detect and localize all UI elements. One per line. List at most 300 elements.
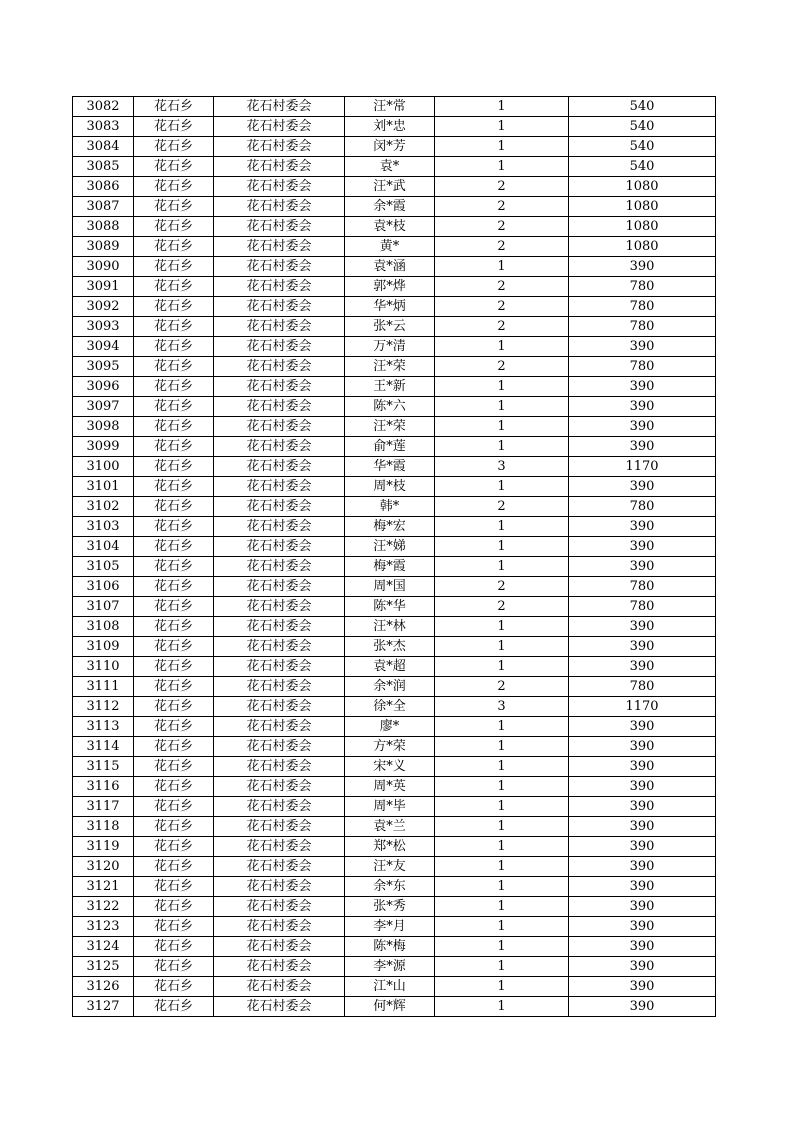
amount-cell: 390 (569, 857, 716, 877)
count-cell: 2 (435, 357, 569, 377)
count-cell: 1 (435, 817, 569, 837)
amount-cell: 780 (569, 677, 716, 697)
amount-cell: 1170 (569, 697, 716, 717)
amount-cell: 780 (569, 277, 716, 297)
township-cell: 花石乡 (134, 157, 214, 177)
amount-cell: 540 (569, 137, 716, 157)
count-cell: 1 (435, 777, 569, 797)
amount-cell: 780 (569, 297, 716, 317)
row-number-cell: 3084 (73, 137, 134, 157)
name-cell: 周*毕 (345, 797, 435, 817)
name-cell: 梅*霞 (345, 557, 435, 577)
row-number-cell: 3088 (73, 217, 134, 237)
township-cell: 花石乡 (134, 597, 214, 617)
row-number-cell: 3120 (73, 857, 134, 877)
amount-cell: 390 (569, 937, 716, 957)
table-row (73, 117, 716, 137)
name-cell: 郑*松 (345, 837, 435, 857)
village-cell: 花石村委会 (214, 377, 345, 397)
township-cell: 花石乡 (134, 837, 214, 857)
row-number-cell: 3103 (73, 517, 134, 537)
row-number-cell: 3117 (73, 797, 134, 817)
township-cell: 花石乡 (134, 537, 214, 557)
village-cell: 花石村委会 (214, 337, 345, 357)
count-cell: 2 (435, 237, 569, 257)
amount-cell: 390 (569, 537, 716, 557)
table-row (73, 537, 716, 557)
name-cell: 张*云 (345, 317, 435, 337)
name-cell: 汪*常 (345, 97, 435, 117)
table-row (73, 457, 716, 477)
row-number-cell: 3110 (73, 657, 134, 677)
name-cell: 廖* (345, 717, 435, 737)
name-cell: 韩* (345, 497, 435, 517)
amount-cell: 1170 (569, 457, 716, 477)
name-cell: 袁*超 (345, 657, 435, 677)
name-cell: 周*英 (345, 777, 435, 797)
count-cell: 1 (435, 957, 569, 977)
village-cell: 花石村委会 (214, 957, 345, 977)
name-cell: 袁*兰 (345, 817, 435, 837)
table-body (73, 97, 716, 1017)
table-row (73, 717, 716, 737)
row-number-cell: 3111 (73, 677, 134, 697)
village-cell: 花石村委会 (214, 737, 345, 757)
amount-cell: 390 (569, 897, 716, 917)
name-cell: 陈*华 (345, 597, 435, 617)
count-cell: 1 (435, 257, 569, 277)
village-cell: 花石村委会 (214, 257, 345, 277)
amount-cell: 390 (569, 617, 716, 637)
amount-cell: 390 (569, 417, 716, 437)
count-cell: 3 (435, 697, 569, 717)
village-cell: 花石村委会 (214, 877, 345, 897)
village-cell: 花石村委会 (214, 277, 345, 297)
name-cell: 李*源 (345, 957, 435, 977)
township-cell: 花石乡 (134, 317, 214, 337)
township-cell: 花石乡 (134, 137, 214, 157)
table-row (73, 677, 716, 697)
name-cell: 汪*荣 (345, 357, 435, 377)
village-cell: 花石村委会 (214, 617, 345, 637)
name-cell: 俞*莲 (345, 437, 435, 457)
name-cell: 余*东 (345, 877, 435, 897)
row-number-cell: 3096 (73, 377, 134, 397)
village-cell: 花石村委会 (214, 537, 345, 557)
name-cell: 汪*林 (345, 617, 435, 637)
township-cell: 花石乡 (134, 517, 214, 537)
village-cell: 花石村委会 (214, 597, 345, 617)
count-cell: 1 (435, 797, 569, 817)
name-cell: 万*清 (345, 337, 435, 357)
table-row (73, 97, 716, 117)
name-cell: 陈*梅 (345, 937, 435, 957)
count-cell: 2 (435, 297, 569, 317)
amount-cell: 780 (569, 497, 716, 517)
name-cell: 华*炳 (345, 297, 435, 317)
count-cell: 1 (435, 417, 569, 437)
count-cell: 1 (435, 917, 569, 937)
table-row (73, 797, 716, 817)
name-cell: 刘*忠 (345, 117, 435, 137)
table-row (73, 417, 716, 437)
count-cell: 1 (435, 377, 569, 397)
row-number-cell: 3106 (73, 577, 134, 597)
township-cell: 花石乡 (134, 937, 214, 957)
township-cell: 花石乡 (134, 337, 214, 357)
count-cell: 2 (435, 497, 569, 517)
name-cell: 李*月 (345, 917, 435, 937)
table-row (73, 317, 716, 337)
village-cell: 花石村委会 (214, 317, 345, 337)
table-row (73, 657, 716, 677)
row-number-cell: 3083 (73, 117, 134, 137)
count-cell: 1 (435, 157, 569, 177)
row-number-cell: 3124 (73, 937, 134, 957)
count-cell: 1 (435, 437, 569, 457)
table-row (73, 437, 716, 457)
table-row (73, 937, 716, 957)
name-cell: 黄* (345, 237, 435, 257)
table-row (73, 297, 716, 317)
row-number-cell: 3123 (73, 917, 134, 937)
amount-cell: 390 (569, 877, 716, 897)
township-cell: 花石乡 (134, 917, 214, 937)
village-cell: 花石村委会 (214, 297, 345, 317)
amount-cell: 390 (569, 557, 716, 577)
village-cell: 花石村委会 (214, 97, 345, 117)
table-row (73, 397, 716, 417)
amount-cell: 390 (569, 637, 716, 657)
data-table (72, 96, 716, 1017)
table-row (73, 137, 716, 157)
count-cell: 1 (435, 857, 569, 877)
table-row (73, 477, 716, 497)
village-cell: 花石村委会 (214, 477, 345, 497)
name-cell: 张*秀 (345, 897, 435, 917)
count-cell: 1 (435, 977, 569, 997)
village-cell: 花石村委会 (214, 677, 345, 697)
table-row (73, 177, 716, 197)
name-cell: 徐*全 (345, 697, 435, 717)
amount-cell: 540 (569, 157, 716, 177)
count-cell: 2 (435, 277, 569, 297)
row-number-cell: 3101 (73, 477, 134, 497)
table-row (73, 857, 716, 877)
amount-cell: 390 (569, 377, 716, 397)
table-row (73, 977, 716, 997)
township-cell: 花石乡 (134, 97, 214, 117)
amount-cell: 1080 (569, 197, 716, 217)
village-cell: 花石村委会 (214, 977, 345, 997)
row-number-cell: 3108 (73, 617, 134, 637)
amount-cell: 390 (569, 997, 716, 1017)
township-cell: 花石乡 (134, 737, 214, 757)
township-cell: 花石乡 (134, 777, 214, 797)
township-cell: 花石乡 (134, 977, 214, 997)
table-row (73, 377, 716, 397)
amount-cell: 390 (569, 957, 716, 977)
village-cell: 花石村委会 (214, 357, 345, 377)
name-cell: 王*新 (345, 377, 435, 397)
table-row (73, 697, 716, 717)
count-cell: 1 (435, 337, 569, 357)
table-row (73, 817, 716, 837)
row-number-cell: 3092 (73, 297, 134, 317)
count-cell: 2 (435, 677, 569, 697)
row-number-cell: 3113 (73, 717, 134, 737)
row-number-cell: 3112 (73, 697, 134, 717)
table-row (73, 897, 716, 917)
table-row (73, 757, 716, 777)
table-row (73, 357, 716, 377)
table-row (73, 577, 716, 597)
table-row (73, 337, 716, 357)
amount-cell: 390 (569, 817, 716, 837)
count-cell: 1 (435, 517, 569, 537)
count-cell: 3 (435, 457, 569, 477)
township-cell: 花石乡 (134, 417, 214, 437)
village-cell: 花石村委会 (214, 497, 345, 517)
village-cell: 花石村委会 (214, 197, 345, 217)
township-cell: 花石乡 (134, 957, 214, 977)
name-cell: 宋*义 (345, 757, 435, 777)
name-cell: 周*枝 (345, 477, 435, 497)
count-cell: 2 (435, 197, 569, 217)
amount-cell: 390 (569, 397, 716, 417)
name-cell: 梅*宏 (345, 517, 435, 537)
count-cell: 1 (435, 717, 569, 737)
village-cell: 花石村委会 (214, 997, 345, 1017)
township-cell: 花石乡 (134, 277, 214, 297)
village-cell: 花石村委会 (214, 137, 345, 157)
name-cell: 汪*友 (345, 857, 435, 877)
village-cell: 花石村委会 (214, 237, 345, 257)
village-cell: 花石村委会 (214, 557, 345, 577)
amount-cell: 390 (569, 797, 716, 817)
name-cell: 袁*枝 (345, 217, 435, 237)
count-cell: 2 (435, 597, 569, 617)
name-cell: 郭*烨 (345, 277, 435, 297)
row-number-cell: 3109 (73, 637, 134, 657)
row-number-cell: 3093 (73, 317, 134, 337)
township-cell: 花石乡 (134, 817, 214, 837)
name-cell: 张*杰 (345, 637, 435, 657)
row-number-cell: 3125 (73, 957, 134, 977)
township-cell: 花石乡 (134, 357, 214, 377)
township-cell: 花石乡 (134, 477, 214, 497)
township-cell: 花石乡 (134, 457, 214, 477)
count-cell: 1 (435, 837, 569, 857)
township-cell: 花石乡 (134, 437, 214, 457)
count-cell: 1 (435, 557, 569, 577)
row-number-cell: 3097 (73, 397, 134, 417)
name-cell: 余*霞 (345, 197, 435, 217)
village-cell: 花石村委会 (214, 157, 345, 177)
village-cell: 花石村委会 (214, 577, 345, 597)
count-cell: 1 (435, 757, 569, 777)
row-number-cell: 3087 (73, 197, 134, 217)
row-number-cell: 3119 (73, 837, 134, 857)
amount-cell: 540 (569, 117, 716, 137)
row-number-cell: 3098 (73, 417, 134, 437)
row-number-cell: 3116 (73, 777, 134, 797)
village-cell: 花石村委会 (214, 397, 345, 417)
township-cell: 花石乡 (134, 237, 214, 257)
name-cell: 袁* (345, 157, 435, 177)
village-cell: 花石村委会 (214, 757, 345, 777)
count-cell: 1 (435, 877, 569, 897)
table-row (73, 597, 716, 617)
row-number-cell: 3089 (73, 237, 134, 257)
table-row (73, 617, 716, 637)
row-number-cell: 3122 (73, 897, 134, 917)
amount-cell: 1080 (569, 237, 716, 257)
name-cell: 汪*荣 (345, 417, 435, 437)
table-row (73, 277, 716, 297)
amount-cell: 390 (569, 737, 716, 757)
amount-cell: 390 (569, 757, 716, 777)
name-cell: 闵*芳 (345, 137, 435, 157)
name-cell: 华*霞 (345, 457, 435, 477)
table-row (73, 557, 716, 577)
table-row (73, 737, 716, 757)
table-row (73, 837, 716, 857)
count-cell: 1 (435, 897, 569, 917)
table-row (73, 217, 716, 237)
row-number-cell: 3102 (73, 497, 134, 517)
row-number-cell: 3104 (73, 537, 134, 557)
amount-cell: 390 (569, 977, 716, 997)
row-number-cell: 3086 (73, 177, 134, 197)
name-cell: 江*山 (345, 977, 435, 997)
amount-cell: 390 (569, 837, 716, 857)
village-cell: 花石村委会 (214, 917, 345, 937)
table-row (73, 257, 716, 277)
village-cell: 花石村委会 (214, 117, 345, 137)
amount-cell: 390 (569, 717, 716, 737)
village-cell: 花石村委会 (214, 417, 345, 437)
table-row (73, 157, 716, 177)
amount-cell: 390 (569, 477, 716, 497)
township-cell: 花石乡 (134, 637, 214, 657)
table-row (73, 637, 716, 657)
name-cell: 陈*六 (345, 397, 435, 417)
amount-cell: 390 (569, 777, 716, 797)
amount-cell: 390 (569, 657, 716, 677)
amount-cell: 780 (569, 357, 716, 377)
township-cell: 花石乡 (134, 297, 214, 317)
township-cell: 花石乡 (134, 797, 214, 817)
table-row (73, 777, 716, 797)
name-cell: 方*荣 (345, 737, 435, 757)
count-cell: 2 (435, 217, 569, 237)
row-number-cell: 3114 (73, 737, 134, 757)
township-cell: 花石乡 (134, 577, 214, 597)
row-number-cell: 3115 (73, 757, 134, 777)
township-cell: 花石乡 (134, 177, 214, 197)
village-cell: 花石村委会 (214, 697, 345, 717)
row-number-cell: 3121 (73, 877, 134, 897)
township-cell: 花石乡 (134, 117, 214, 137)
township-cell: 花石乡 (134, 717, 214, 737)
village-cell: 花石村委会 (214, 897, 345, 917)
amount-cell: 390 (569, 917, 716, 937)
township-cell: 花石乡 (134, 257, 214, 277)
row-number-cell: 3099 (73, 437, 134, 457)
village-cell: 花石村委会 (214, 637, 345, 657)
name-cell: 何*辉 (345, 997, 435, 1017)
table-row (73, 957, 716, 977)
township-cell: 花石乡 (134, 217, 214, 237)
count-cell: 1 (435, 617, 569, 637)
township-cell: 花石乡 (134, 757, 214, 777)
count-cell: 1 (435, 937, 569, 957)
row-number-cell: 3090 (73, 257, 134, 277)
amount-cell: 390 (569, 257, 716, 277)
row-number-cell: 3091 (73, 277, 134, 297)
name-cell: 汪*娣 (345, 537, 435, 557)
village-cell: 花石村委会 (214, 177, 345, 197)
row-number-cell: 3095 (73, 357, 134, 377)
name-cell: 周*国 (345, 577, 435, 597)
count-cell: 2 (435, 577, 569, 597)
township-cell: 花石乡 (134, 877, 214, 897)
count-cell: 1 (435, 637, 569, 657)
village-cell: 花石村委会 (214, 717, 345, 737)
row-number-cell: 3085 (73, 157, 134, 177)
amount-cell: 780 (569, 577, 716, 597)
village-cell: 花石村委会 (214, 797, 345, 817)
village-cell: 花石村委会 (214, 817, 345, 837)
township-cell: 花石乡 (134, 857, 214, 877)
village-cell: 花石村委会 (214, 777, 345, 797)
amount-cell: 390 (569, 337, 716, 357)
count-cell: 1 (435, 117, 569, 137)
township-cell: 花石乡 (134, 397, 214, 417)
row-number-cell: 3105 (73, 557, 134, 577)
row-number-cell: 3107 (73, 597, 134, 617)
row-number-cell: 3094 (73, 337, 134, 357)
village-cell: 花石村委会 (214, 657, 345, 677)
table-row (73, 877, 716, 897)
table-row (73, 237, 716, 257)
township-cell: 花石乡 (134, 897, 214, 917)
township-cell: 花石乡 (134, 497, 214, 517)
count-cell: 1 (435, 137, 569, 157)
township-cell: 花石乡 (134, 617, 214, 637)
name-cell: 汪*武 (345, 177, 435, 197)
village-cell: 花石村委会 (214, 517, 345, 537)
count-cell: 1 (435, 477, 569, 497)
township-cell: 花石乡 (134, 657, 214, 677)
village-cell: 花石村委会 (214, 857, 345, 877)
village-cell: 花石村委会 (214, 457, 345, 477)
row-number-cell: 3082 (73, 97, 134, 117)
amount-cell: 1080 (569, 217, 716, 237)
township-cell: 花石乡 (134, 997, 214, 1017)
amount-cell: 780 (569, 597, 716, 617)
row-number-cell: 3126 (73, 977, 134, 997)
name-cell: 袁*涵 (345, 257, 435, 277)
village-cell: 花石村委会 (214, 437, 345, 457)
count-cell: 1 (435, 537, 569, 557)
count-cell: 1 (435, 657, 569, 677)
name-cell: 余*润 (345, 677, 435, 697)
count-cell: 2 (435, 177, 569, 197)
count-cell: 1 (435, 997, 569, 1017)
table-row (73, 917, 716, 937)
